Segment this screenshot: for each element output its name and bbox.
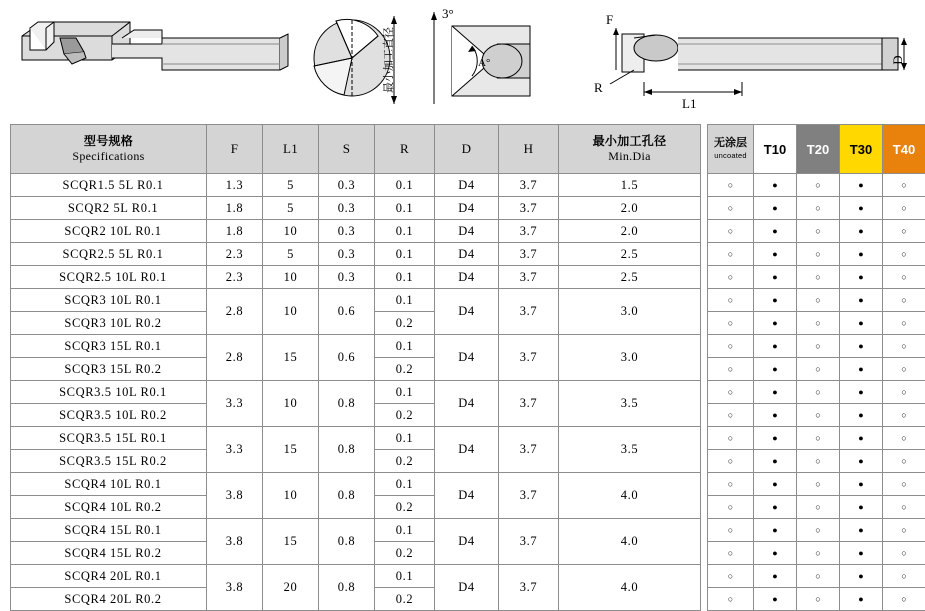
coating-row (708, 404, 925, 427)
cell-r: 0.1 (375, 197, 435, 220)
cell-specification: SCQR4 10L R0.1 (11, 473, 207, 496)
coating-cell-t30 (840, 381, 883, 404)
table-row (11, 565, 701, 588)
side-view-diagram (582, 8, 912, 112)
coating-row (708, 427, 925, 450)
coating-cell-t30 (840, 289, 883, 312)
header-uncoated-cn: 无涂层 (714, 136, 747, 149)
end-view-diagram (300, 8, 420, 112)
coating-cell-t20 (797, 427, 840, 450)
coating-cell-t10 (754, 220, 797, 243)
cell-f: 3.8 (207, 519, 263, 565)
coating-cell-t10 (754, 312, 797, 335)
coating-cell-t10 (754, 542, 797, 565)
header-r: R (375, 125, 435, 174)
cell-r: 0.2 (375, 450, 435, 473)
cell-h: 3.7 (499, 381, 559, 427)
table-row (11, 427, 701, 450)
cell-h: 3.7 (499, 197, 559, 220)
coating-cell-t20 (797, 312, 840, 335)
cell-specification: SCQR1.5 5L R0.1 (11, 174, 207, 197)
cell-mindia: 3.0 (559, 335, 701, 381)
coating-cell-t20 (797, 289, 840, 312)
coating-cell-t10 (754, 358, 797, 381)
coating-cell-t30 (840, 565, 883, 588)
insert-angle-diagram (412, 4, 572, 114)
cell-h: 3.7 (499, 519, 559, 565)
coating-cell-t10 (754, 450, 797, 473)
cell-l1: 20 (263, 565, 319, 611)
coating-cell-t10 (754, 243, 797, 266)
cell-l1: 10 (263, 473, 319, 519)
coating-cell-t20 (797, 266, 840, 289)
cell-specification: SCQR4 20L R0.1 (11, 565, 207, 588)
coating-row (708, 197, 925, 220)
coating-row (708, 220, 925, 243)
cell-h: 3.7 (499, 473, 559, 519)
cell-l1: 15 (263, 335, 319, 381)
cell-r: 0.1 (375, 473, 435, 496)
coating-cell-t10 (754, 496, 797, 519)
cell-d: D4 (435, 266, 499, 289)
cell-specification: SCQR2 10L R0.1 (11, 220, 207, 243)
table-row (11, 266, 701, 289)
coating-cell-t30 (840, 197, 883, 220)
coating-cell-t20 (797, 404, 840, 427)
cell-h: 3.7 (499, 565, 559, 611)
coating-cell-t30 (840, 335, 883, 358)
coating-row (708, 450, 925, 473)
header-spec-cn: 型号规格 (12, 134, 205, 149)
coating-cell-t30 (840, 174, 883, 197)
coating-cell-t40 (883, 542, 925, 565)
cell-mindia: 3.5 (559, 381, 701, 427)
coating-cell-t10 (754, 381, 797, 404)
cell-r: 0.1 (375, 335, 435, 358)
coating-cell-t30 (840, 266, 883, 289)
cell-d: D4 (435, 473, 499, 519)
cell-f: 3.3 (207, 427, 263, 473)
coating-cell-t40 (883, 381, 925, 404)
coating-row (708, 358, 925, 381)
header-l1: L1 (263, 125, 319, 174)
coating-table (707, 124, 925, 611)
coating-cell-t30 (840, 243, 883, 266)
cell-s: 0.8 (319, 565, 375, 611)
coating-cell-t10 (754, 335, 797, 358)
cell-l1: 10 (263, 381, 319, 427)
cell-d: D4 (435, 174, 499, 197)
coating-cell-t10 (754, 519, 797, 542)
cell-s: 0.3 (319, 220, 375, 243)
cell-r: 0.1 (375, 519, 435, 542)
coating-cell-uncoated (708, 519, 754, 542)
coating-cell-t20 (797, 335, 840, 358)
coating-body (708, 174, 925, 611)
table-row (11, 197, 701, 220)
coating-cell-t30 (840, 519, 883, 542)
angle-3deg-label: 3° (442, 6, 454, 21)
cell-d: D4 (435, 197, 499, 220)
cell-h: 3.7 (499, 243, 559, 266)
cell-r: 0.1 (375, 174, 435, 197)
cell-h: 3.7 (499, 427, 559, 473)
header-uncoated (708, 125, 754, 174)
cell-d: D4 (435, 220, 499, 243)
coating-cell-uncoated (708, 473, 754, 496)
cell-r: 0.1 (375, 427, 435, 450)
cell-specification: SCQR3 15L R0.1 (11, 335, 207, 358)
coating-cell-uncoated (708, 289, 754, 312)
coating-cell-t20 (797, 519, 840, 542)
coating-cell-t20 (797, 197, 840, 220)
header-mindia-cn: 最小加工孔径 (560, 134, 699, 149)
coating-cell-uncoated (708, 197, 754, 220)
header-t20: T20 (797, 125, 840, 174)
coating-row (708, 565, 925, 588)
cell-r: 0.1 (375, 266, 435, 289)
cell-f: 1.3 (207, 174, 263, 197)
cell-specification: SCQR3 15L R0.2 (11, 358, 207, 381)
coating-row (708, 381, 925, 404)
table-row (11, 335, 701, 358)
table-row (11, 220, 701, 243)
coating-row (708, 335, 925, 358)
coating-cell-t30 (840, 358, 883, 381)
cell-specification: SCQR2 5L R0.1 (11, 197, 207, 220)
cell-d: D4 (435, 565, 499, 611)
cell-mindia: 4.0 (559, 519, 701, 565)
coating-cell-t20 (797, 243, 840, 266)
coating-cell-t20 (797, 542, 840, 565)
cell-s: 0.8 (319, 519, 375, 565)
coating-cell-uncoated (708, 358, 754, 381)
coating-cell-t10 (754, 289, 797, 312)
coating-cell-t20 (797, 358, 840, 381)
cell-mindia: 3.5 (559, 427, 701, 473)
cell-l1: 15 (263, 519, 319, 565)
coating-cell-t40 (883, 335, 925, 358)
cell-f: 2.3 (207, 243, 263, 266)
header-uncoated-en: uncoated (709, 149, 752, 162)
cell-mindia: 3.0 (559, 289, 701, 335)
cell-mindia: 2.5 (559, 243, 701, 266)
cell-f: 3.8 (207, 565, 263, 611)
coating-row (708, 542, 925, 565)
cell-specification: SCQR3.5 15L R0.2 (11, 450, 207, 473)
coating-row (708, 174, 925, 197)
coating-cell-t40 (883, 174, 925, 197)
header-f: F (207, 125, 263, 174)
r-dimension-label: R (594, 80, 603, 95)
coating-row (708, 519, 925, 542)
coating-row (708, 496, 925, 519)
cell-f: 2.3 (207, 266, 263, 289)
cell-d: D4 (435, 243, 499, 266)
table-row (11, 519, 701, 542)
table-row (11, 381, 701, 404)
cell-d: D4 (435, 289, 499, 335)
cell-s: 0.3 (319, 243, 375, 266)
cell-s: 0.3 (319, 174, 375, 197)
coating-cell-uncoated (708, 243, 754, 266)
cell-h: 3.7 (499, 289, 559, 335)
tool-holder-diagram (12, 8, 292, 108)
cell-r: 0.2 (375, 312, 435, 335)
cell-specification: SCQR2.5 5L R0.1 (11, 243, 207, 266)
cell-f: 1.8 (207, 220, 263, 243)
header-spec-en: Specifications (12, 149, 205, 164)
coating-cell-uncoated (708, 496, 754, 519)
cell-specification: SCQR3.5 10L R0.2 (11, 404, 207, 427)
coating-cell-t40 (883, 358, 925, 381)
coating-cell-t20 (797, 496, 840, 519)
cell-r: 0.2 (375, 358, 435, 381)
cell-l1: 10 (263, 220, 319, 243)
specifications-body (11, 174, 701, 611)
coating-cell-t40 (883, 220, 925, 243)
cell-l1: 5 (263, 197, 319, 220)
cell-mindia: 1.5 (559, 174, 701, 197)
coating-cell-t10 (754, 427, 797, 450)
table-row (11, 473, 701, 496)
coating-cell-uncoated (708, 381, 754, 404)
coating-cell-t40 (883, 450, 925, 473)
cell-mindia: 2.0 (559, 220, 701, 243)
d-dimension-label: D (890, 55, 905, 64)
coating-cell-uncoated (708, 565, 754, 588)
coating-cell-t40 (883, 289, 925, 312)
cell-s: 0.3 (319, 266, 375, 289)
cell-h: 3.7 (499, 266, 559, 289)
coating-cell-t20 (797, 473, 840, 496)
header-mindia (559, 125, 701, 174)
cell-specification: SCQR4 15L R0.2 (11, 542, 207, 565)
header-t40: T40 (883, 125, 925, 174)
l1-dimension-label: L1 (682, 96, 696, 111)
coating-cell-uncoated (708, 450, 754, 473)
cell-d: D4 (435, 381, 499, 427)
cell-mindia: 4.0 (559, 565, 701, 611)
cell-l1: 5 (263, 174, 319, 197)
coating-cell-t40 (883, 473, 925, 496)
coating-cell-t30 (840, 542, 883, 565)
coating-cell-uncoated (708, 220, 754, 243)
cell-mindia: 2.5 (559, 266, 701, 289)
header-h: H (499, 125, 559, 174)
cell-h: 3.7 (499, 220, 559, 243)
cell-r: 0.2 (375, 588, 435, 611)
coating-cell-uncoated (708, 174, 754, 197)
coating-cell-t10 (754, 174, 797, 197)
cell-l1: 10 (263, 289, 319, 335)
coating-cell-t20 (797, 220, 840, 243)
coating-header-row (708, 125, 925, 174)
cell-r: 0.2 (375, 404, 435, 427)
cell-specification: SCQR3 10L R0.2 (11, 312, 207, 335)
cell-specification: SCQR2.5 10L R0.1 (11, 266, 207, 289)
cell-f: 2.8 (207, 335, 263, 381)
coating-row (708, 312, 925, 335)
cell-specification: SCQR4 20L R0.2 (11, 588, 207, 611)
table-row (11, 243, 701, 266)
coating-cell-t30 (840, 450, 883, 473)
coating-cell-t40 (883, 404, 925, 427)
coating-cell-t30 (840, 427, 883, 450)
cell-r: 0.1 (375, 220, 435, 243)
min-bore-label: 最小加工直径 (381, 27, 395, 93)
cell-s: 0.6 (319, 289, 375, 335)
coating-cell-t40 (883, 427, 925, 450)
coating-cell-t30 (840, 473, 883, 496)
header-specifications (11, 125, 207, 174)
coating-cell-t20 (797, 174, 840, 197)
cell-mindia: 4.0 (559, 473, 701, 519)
coating-cell-t20 (797, 565, 840, 588)
cell-specification: SCQR4 10L R0.2 (11, 496, 207, 519)
cell-specification: SCQR4 15L R0.1 (11, 519, 207, 542)
diagram-row (0, 0, 925, 118)
coating-cell-t10 (754, 473, 797, 496)
coating-row (708, 266, 925, 289)
cell-s: 0.8 (319, 381, 375, 427)
coating-cell-t40 (883, 496, 925, 519)
cell-s: 0.8 (319, 427, 375, 473)
cell-r: 0.1 (375, 565, 435, 588)
cell-f: 1.8 (207, 197, 263, 220)
cell-h: 3.7 (499, 335, 559, 381)
cell-d: D4 (435, 427, 499, 473)
coating-cell-uncoated (708, 404, 754, 427)
cell-r: 0.1 (375, 243, 435, 266)
coating-cell-t40 (883, 197, 925, 220)
header-s: S (319, 125, 375, 174)
cell-f: 2.8 (207, 289, 263, 335)
cell-s: 0.6 (319, 335, 375, 381)
coating-cell-t40 (883, 266, 925, 289)
header-mindia-en: Min.Dia (560, 149, 699, 164)
coating-cell-t40 (883, 243, 925, 266)
coating-row (708, 473, 925, 496)
angle-a-label: A° (478, 57, 490, 69)
cell-s: 0.8 (319, 473, 375, 519)
cell-r: 0.2 (375, 496, 435, 519)
coating-cell-t30 (840, 404, 883, 427)
cell-specification: SCQR3.5 10L R0.1 (11, 381, 207, 404)
cell-mindia: 2.0 (559, 197, 701, 220)
coating-cell-t10 (754, 197, 797, 220)
cell-r: 0.1 (375, 381, 435, 404)
coating-cell-uncoated (708, 542, 754, 565)
coating-cell-t40 (883, 519, 925, 542)
table-row (11, 174, 701, 197)
cell-l1: 5 (263, 243, 319, 266)
cell-r: 0.2 (375, 542, 435, 565)
coating-row (708, 243, 925, 266)
coating-cell-t30 (840, 312, 883, 335)
coating-cell-t40 (883, 565, 925, 588)
cell-d: D4 (435, 519, 499, 565)
coating-cell-uncoated (708, 266, 754, 289)
coating-cell-uncoated (708, 335, 754, 358)
specifications-table (10, 124, 701, 611)
cell-f: 3.8 (207, 473, 263, 519)
coating-cell-t10 (754, 565, 797, 588)
header-t30: T30 (840, 125, 883, 174)
coating-cell-t30 (840, 220, 883, 243)
coating-cell-t20 (797, 450, 840, 473)
cell-r: 0.1 (375, 289, 435, 312)
cell-specification: SCQR3 10L R0.1 (11, 289, 207, 312)
header-t10: T10 (754, 125, 797, 174)
cell-f: 3.3 (207, 381, 263, 427)
cell-d: D4 (435, 335, 499, 381)
coating-cell-t10 (754, 266, 797, 289)
coating-cell-t30 (840, 496, 883, 519)
coating-cell-t10 (754, 404, 797, 427)
coating-cell-uncoated (708, 312, 754, 335)
f-dimension-label: F (606, 12, 613, 27)
coating-row (708, 289, 925, 312)
header-d: D (435, 125, 499, 174)
cell-l1: 10 (263, 266, 319, 289)
coating-cell-t20 (797, 381, 840, 404)
cell-l1: 15 (263, 427, 319, 473)
table-row (11, 289, 701, 312)
coating-cell-t40 (883, 312, 925, 335)
cell-s: 0.3 (319, 197, 375, 220)
cell-specification: SCQR3.5 15L R0.1 (11, 427, 207, 450)
cell-h: 3.7 (499, 174, 559, 197)
coating-cell-uncoated (708, 427, 754, 450)
table-header-row (11, 125, 701, 174)
